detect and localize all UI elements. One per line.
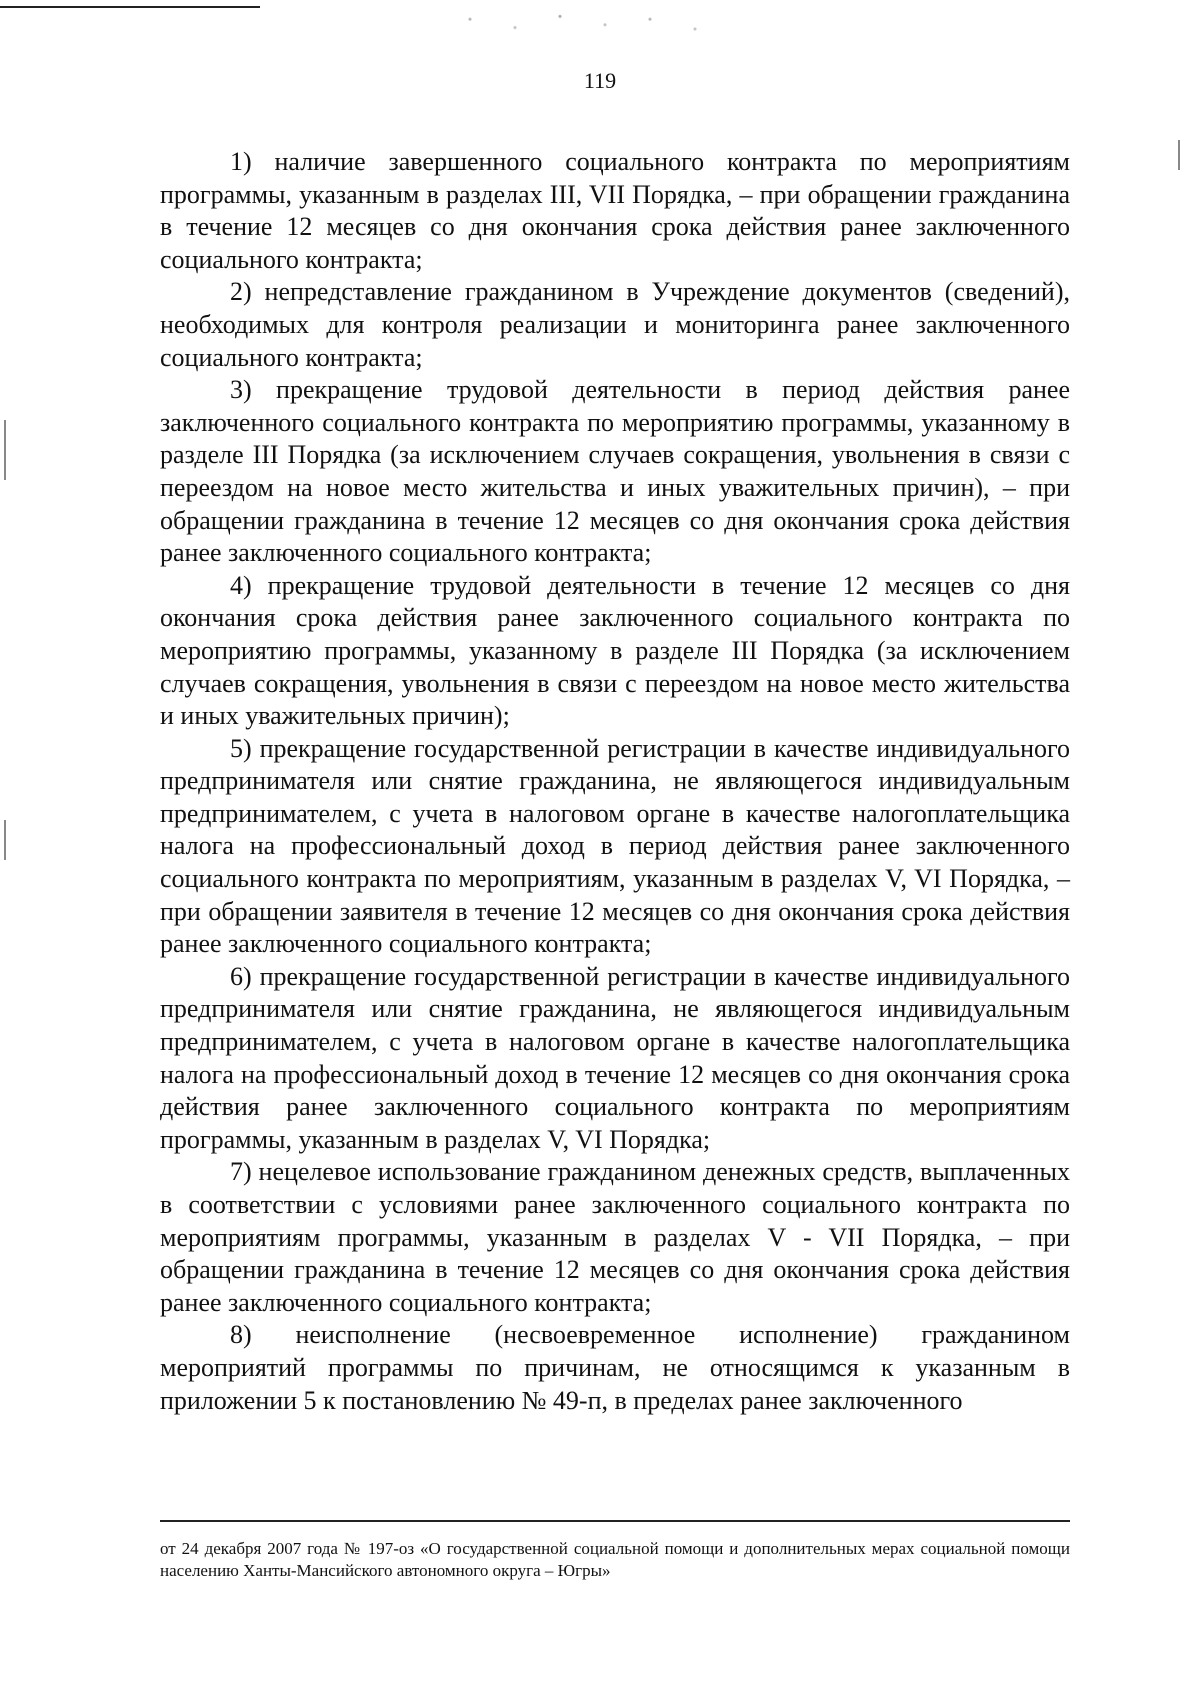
list-item: 7) нецелевое использование гражданином денежных средств, выплаченных в соответствии с условиями ранее заключенного социального контракта по мероприятиям программы, указанным в разделах V - VII Порядка, – при обращении гражданина в течение 12 месяцев со дня окончания срока действия ранее заключенного социального контракта; <box>160 1157 1070 1317</box>
document-body <box>160 146 1070 1417</box>
scan-artifact-margin-mark <box>4 820 6 860</box>
list-item: 6) прекращение государственной регистрации в качестве индивидуального предпринимателя или снятие гражданина, не являющегося индивидуальным предпринимателем, с учета в налоговом органе в качестве налогоплательщика налога на профессиональный доход в течение 12 месяцев со дня окончания срока действия ранее заключенного социального контракта по мероприятиям программы, указанным в разделах V, VI Порядка; <box>160 961 1070 1154</box>
page-number: 119 <box>583 68 617 93</box>
list-item: 4) прекращение трудовой деятельности в течение 12 месяцев со дня окончания срока действия ранее заключенного социального контракта по мероприятию программы, указанному в разделе III Порядка (за исключением случаев сокращения, увольнения в связи с переездом на новое место жительства и иных уважительных причин); <box>160 570 1070 731</box>
list-item: 2) непредставление гражданином в Учреждение документов (сведений), необходимых для контроля реализации и мониторинга ранее заключенного социального контракта; <box>160 277 1070 372</box>
footnote: от 24 декабря 2007 года № 197-оз «О государственной социальной помощи и дополнительных мерах социальной помощи населению Ханты-Мансийского автономного округа – Югры» <box>160 1539 1070 1580</box>
scan-artifact-noise <box>440 8 740 36</box>
list-item: 1) наличие завершенного социального контракта по мероприятиям программы, указанным в разделах III, VII Порядка, – при обращении гражданина в течение 12 месяцев со дня окончания срока действия ранее заключенного социального контракта; <box>160 147 1070 274</box>
list-item: 3) прекращение трудовой деятельности в период действия ранее заключенного социального контракта по мероприятию программы, указанному в разделе III Порядка (за исключением случаев сокращения, увольнения в связи с переездом на новое место жительства и иных уважительных причин), – при обращении гражданина в течение 12 месяцев со дня окончания срока действия ранее заключенного социального контракта; <box>160 375 1070 568</box>
list-item: 8) неисполнение (несвоевременное исполнение) гражданином мероприятий программы по причинам, не относящимся к указанным в приложении 5 к постановлению № 49-п, в пределах ранее заключенного <box>160 1320 1070 1415</box>
footnote-divider <box>160 1520 1070 1522</box>
scan-artifact-margin-mark <box>1178 140 1180 170</box>
scan-artifact-line <box>0 6 260 8</box>
scan-artifact-margin-mark <box>4 420 6 480</box>
list-item: 5) прекращение государственной регистрации в качестве индивидуального предпринимателя или снятие гражданина, не являющегося индивидуальным предпринимателем, с учета в налоговом органе в качестве налогоплательщика налога на профессиональный доход в период действия ранее заключенного социального контракта по мероприятиям, указанным в разделах V, VI Порядка, – при обращении заявителя в течение 12 месяцев со дня окончания срока действия ранее заключенного социального контракта; <box>160 733 1070 959</box>
